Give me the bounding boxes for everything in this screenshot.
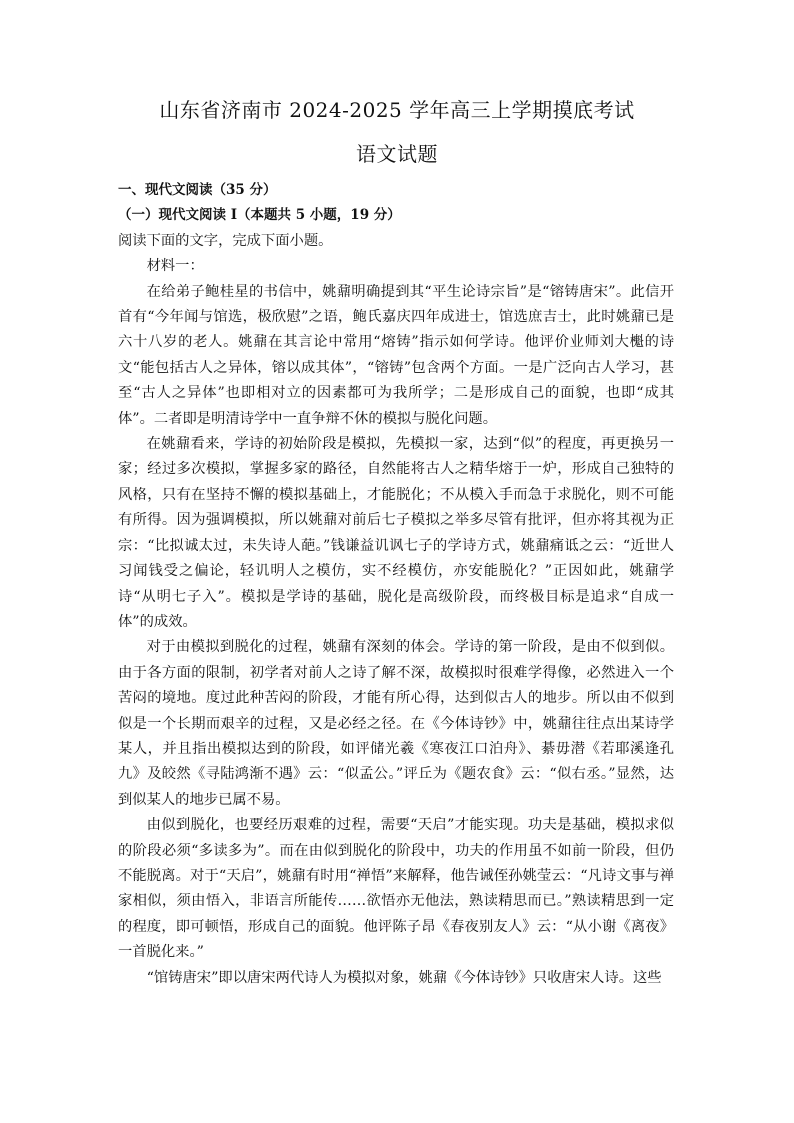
reading-instruction: 阅读下面的文字，完成下面小题。 bbox=[118, 232, 333, 249]
paragraph: 由似到脱化，也要经历艰难的过程，需要“天启”才能实现。功夫是基础，模拟求似的阶段必须“多读多为”。而在由似到脱化的阶段中，功夫的作用虽不如前一阶段，但仍不能脱离。对于“天启”，姚鼐有时用“禅悟”来解释，他告诫侄孙姚莹云：“凡诗文事与禅家相似，须由悟入，非语言所能传……欲悟亦无他法，熟读精思而已。”熟读精思到一定的程度，即可顿悟，形成自己的面貌。他评陈子昂《春夜别友人》云：“从小谢《离夜》一首脱化来。” bbox=[118, 817, 674, 961]
paragraph: 在给弟子鲍桂星的书信中，姚鼐明确提到其“平生论诗宗旨”是“镕铸唐宋”。此信开首有“今年闻与馆选，极欣慰”之语，鲍氏嘉庆四年成进士，馆选庶吉士，此时姚鼐已是六十八岁的老人。姚鼐在其言论中常用“熔铸”指示如何学诗。他评价业师刘大櫆的诗文“能包括古人之异体，镕以成其体”，“镕铸”包含两个方面。一是广泛向古人学习，甚至“古人之异体”也即相对立的因素都可为我所学；二是形成自己的面貌，也即“成其体”。二者即是明清诗学中一直争辩不休的模拟与脱化问题。 bbox=[118, 283, 674, 427]
material-label: 材料一： bbox=[146, 258, 204, 275]
paragraph: “馆铸唐宋”即以唐宋两代诗人为模拟对象，姚鼐《今体诗钞》只收唐宋人诗。这些 bbox=[146, 969, 662, 986]
exam-body bbox=[118, 178, 674, 991]
section-subheading: （一）现代文阅读 I（本题共 5 小题，19 分） bbox=[118, 207, 401, 224]
exam-subtitle: 语文试题 bbox=[356, 142, 438, 166]
section-heading: 一、现代文阅读（35 分） bbox=[118, 182, 277, 198]
exam-title: 山东省济南市 2024-2025 学年高三上学期摸底考试 bbox=[159, 98, 635, 122]
paragraph: 在姚鼐看来，学诗的初始阶段是模拟，先模拟一家，达到“似”的程度，再更换另一家；经过多次模拟，掌握多家的路径，自然能将古人之精华熔于一炉，形成自己独特的风格，只有在坚持不懈的模拟基础上，才能脱化；不从模入手而急于求脱化，则不可能有所得。因为强调模拟，所以姚鼐对前后七子模拟之举多尽管有批评，但亦将其视为正宗：“比拟诚太过，未失诗人葩。”钱谦益讥讽七子的学诗方式，姚鼐痛诋之云：“近世人习闻钱受之偏论，轻讥明人之模仿，实不经模仿，亦安能脱化？”正因如此，姚鼐学诗“从明七子入”。模拟是学诗的基础，脱化是高级阶段，而终极目标是追求“自成一体”的成效。 bbox=[118, 436, 674, 630]
paragraph: 对于由模拟到脱化的过程，姚鼐有深刻的体会。学诗的第一阶段，是由不似到似。由于各方面的限制，初学者对前人之诗了解不深，故模拟时很难学得像，必然进入一个苦闷的境地。度过此种苦闷的阶段，才能有所心得，达到似古人的地步。所以由不似到似是一个长期而艰辛的过程，又是必经之径。在《今体诗钞》中，姚鼐往往点出某诗学某人，并且指出模拟达到的阶段，如评储光羲《寒夜江口泊舟》、綦毋潜《若耶溪逢孔九》及皎然《寻陆鸿渐不遇》云：“似孟公。”评丘为《题农食》云：“似右丞。”显然，达到似某人的地步已属不易。 bbox=[118, 639, 674, 808]
